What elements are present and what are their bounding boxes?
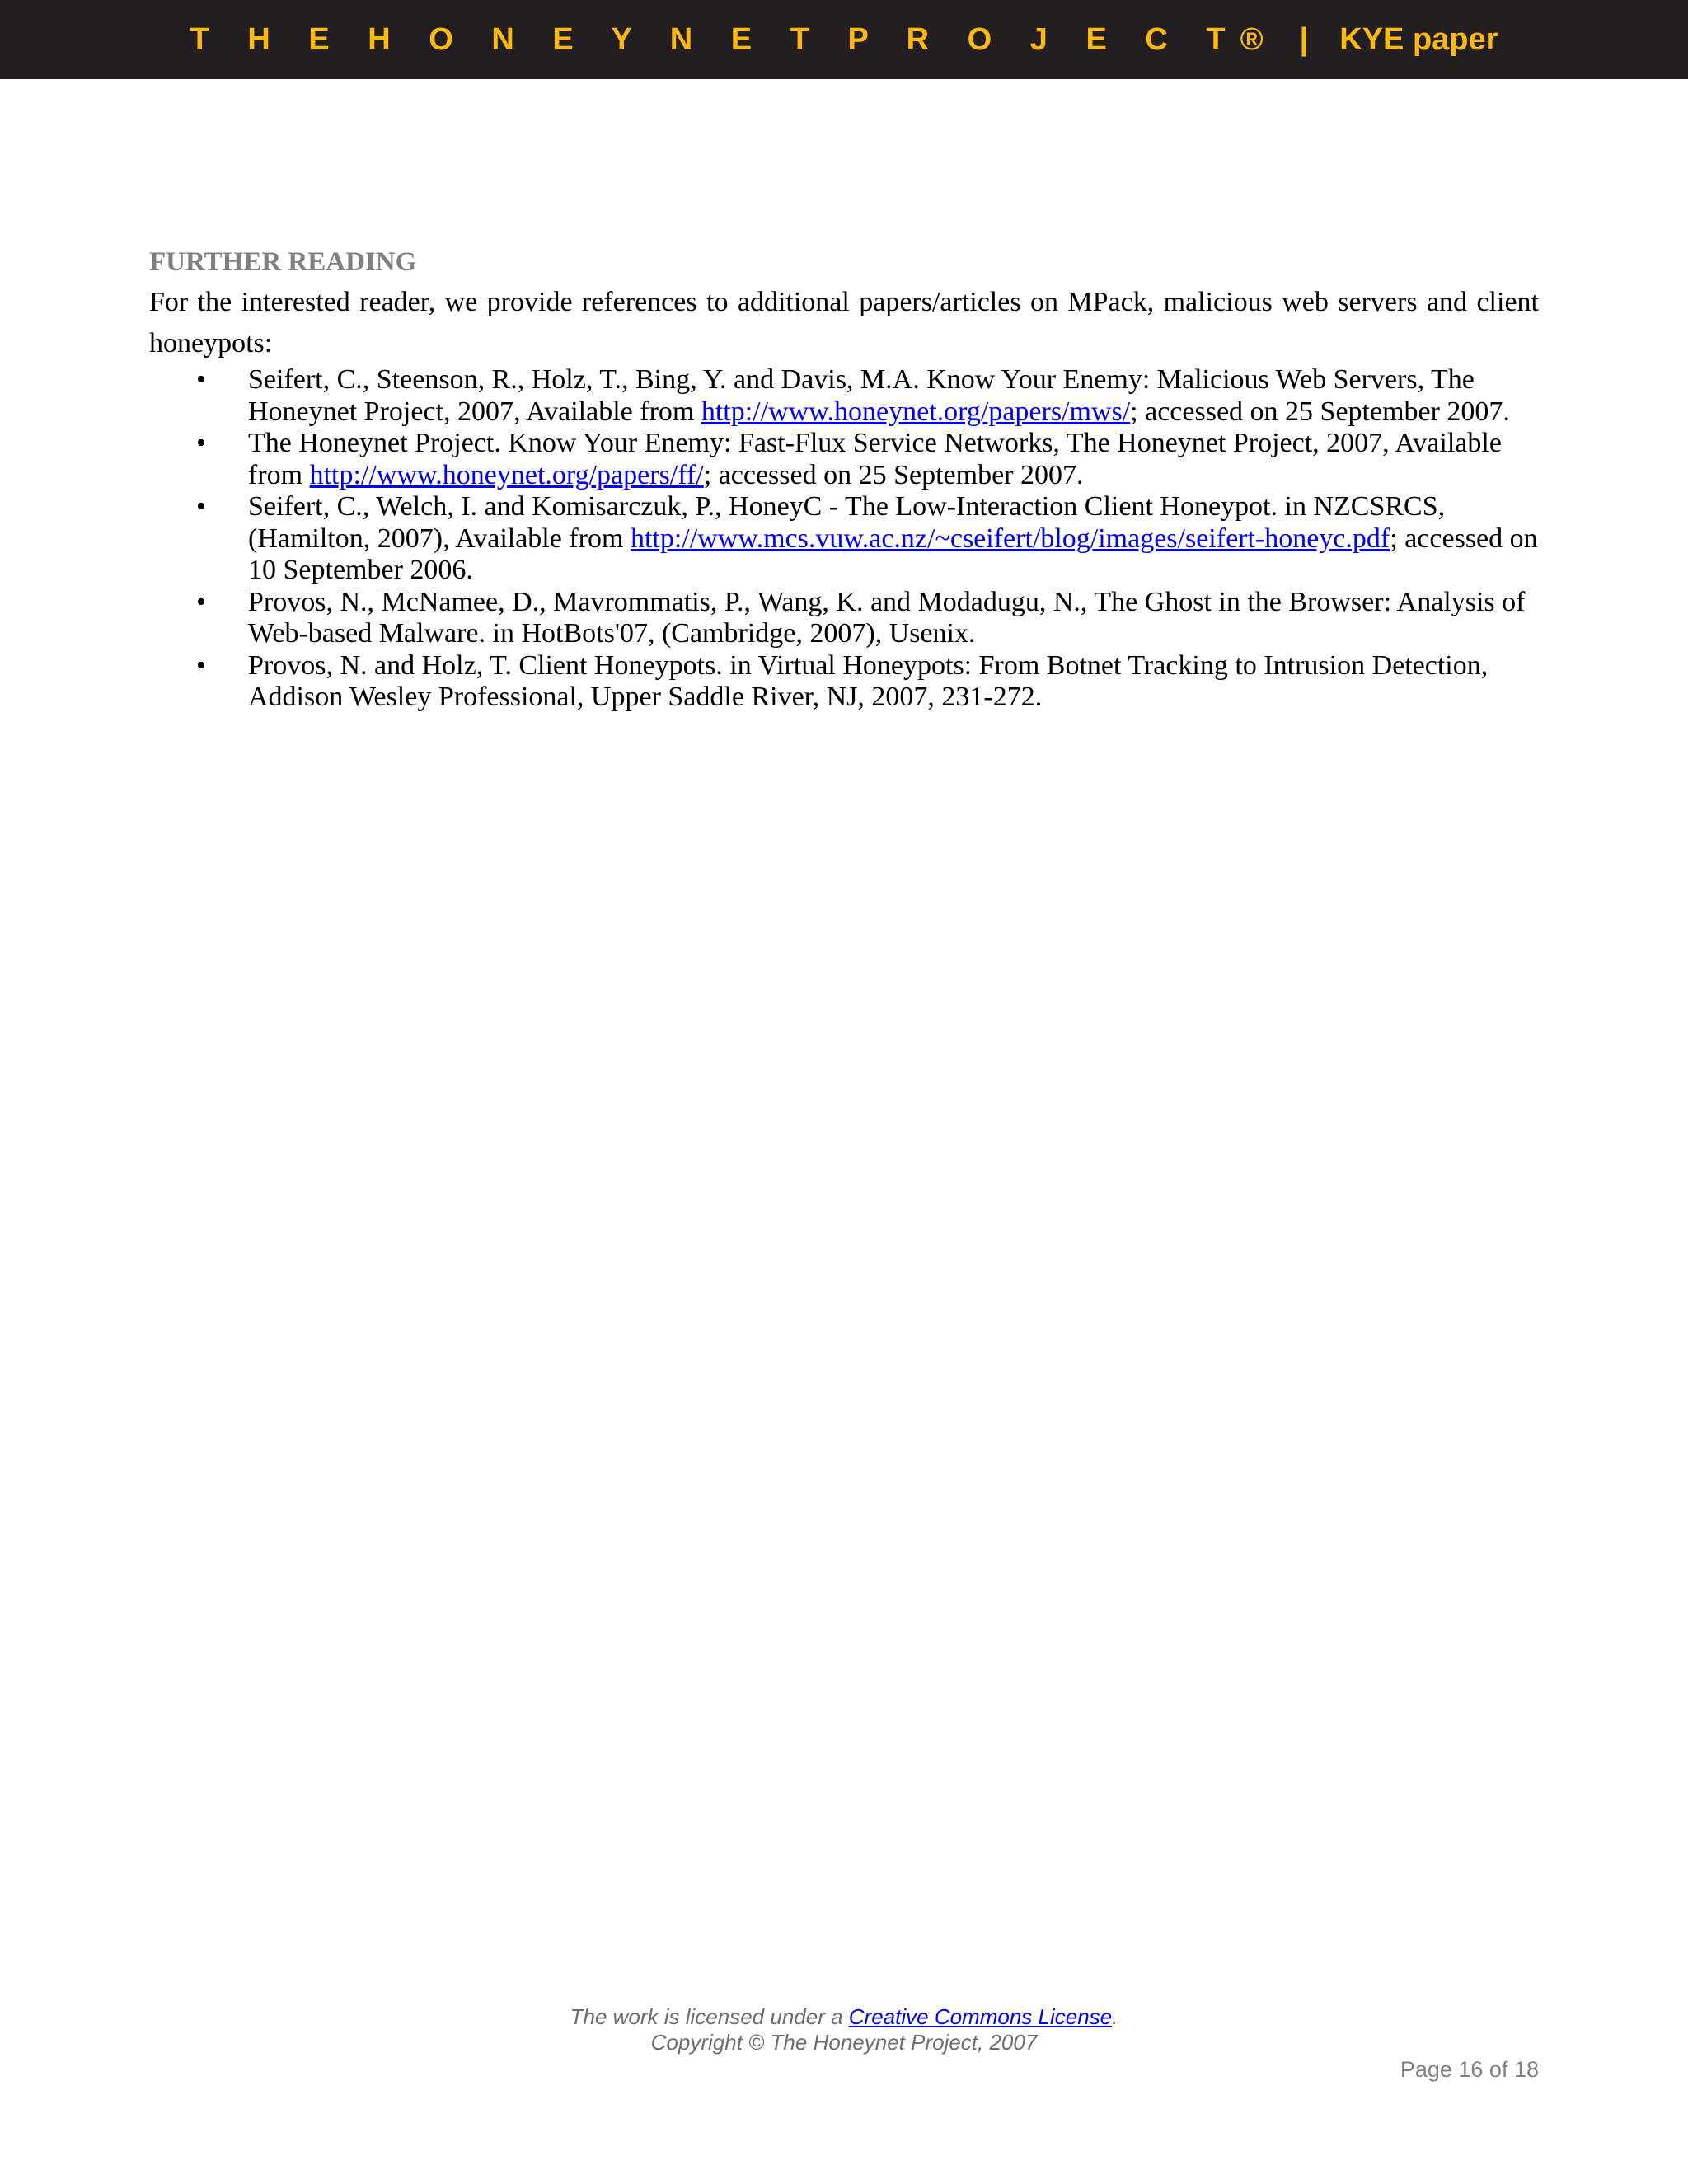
header-separator: | <box>1299 21 1309 57</box>
page-number: Page 16 of 18 <box>1400 2057 1539 2082</box>
license-line <box>0 2004 1688 2030</box>
reference-item <box>149 428 1539 491</box>
reference-link[interactable]: http://www.mcs.vuw.ac.nz/~cseifert/blog/images/seifert-honeyc.pdf <box>630 523 1390 554</box>
reference-text: The Honeynet Project. Know Your Enemy: Fast-Flux Service Networks, The Honeynet Project, 2007, Available from <box>248 428 1502 490</box>
reference-link[interactable]: http://www.honeynet.org/papers/mws/ <box>701 396 1131 427</box>
reference-text: Seifert, C., Steenson, R., Holz, T., Bing, Y. and Davis, M.A. Know Your Enemy: Malicious Web Servers, The Honeynet Project, 2007, Available from <box>248 364 1475 427</box>
reference-item <box>149 587 1539 650</box>
footer <box>0 2004 1688 2055</box>
intro-paragraph: For the interested reader, we provide references to additional papers/articles on MPack, malicious web servers and client honeypots: <box>149 287 1539 359</box>
reference-text: Provos, N. and Holz, T. Client Honeypots. in Virtual Honeypots: From Botnet Tracking to Intrusion Detection, Addison Wesley Professional, Upper Saddle River, NJ, 2007, 231-272. <box>248 649 1489 712</box>
reference-link[interactable]: http://www.honeynet.org/papers/ff/ <box>309 459 704 490</box>
bullet-icon: • <box>196 428 206 458</box>
reference-text: Seifert, C., Welch, I. and Komisarczuk, P., HoneyC - The Low-Interaction Client Honeypot. in NZCSRCS, (Hamilton, 2007), Available from <box>248 491 1446 554</box>
reference-item <box>149 650 1539 714</box>
header-bar <box>0 0 1688 79</box>
reference-item <box>149 364 1539 428</box>
license-prefix: The work is licensed under a <box>570 2004 849 2029</box>
copyright-line: Copyright © The Honeynet Project, 2007 <box>650 2030 1038 2055</box>
section-heading: FURTHER READING <box>149 247 417 277</box>
reference-text-after: ; accessed on 25 September 2007. <box>703 459 1084 490</box>
bullet-icon: • <box>196 491 206 522</box>
reference-list <box>149 364 1539 714</box>
license-link[interactable]: Creative Commons License <box>848 2004 1113 2029</box>
reference-text-after: ; accessed on 25 September 2007. <box>1130 396 1510 427</box>
reference-text: Provos, N., McNamee, D., Mavrommatis, P., Wang, K. and Modadugu, N., The Ghost in the Browser: Analysis of Web-based Malware. in HotBots'07, (Cambridge, 2007), Usenix. <box>248 586 1526 649</box>
main-content <box>149 244 1539 714</box>
header-brand: T H E H O N E Y N E T P R O J E C T® <box>190 21 1278 57</box>
bullet-icon: • <box>196 649 206 681</box>
bullet-icon: • <box>196 364 206 395</box>
reference-item <box>149 491 1539 587</box>
header-paper-label: KYE paper <box>1339 21 1498 57</box>
bullet-icon: • <box>196 586 206 617</box>
reference-text-after: ; accessed on 10 September 2006. <box>248 523 1538 585</box>
license-suffix: . <box>1112 2004 1118 2029</box>
